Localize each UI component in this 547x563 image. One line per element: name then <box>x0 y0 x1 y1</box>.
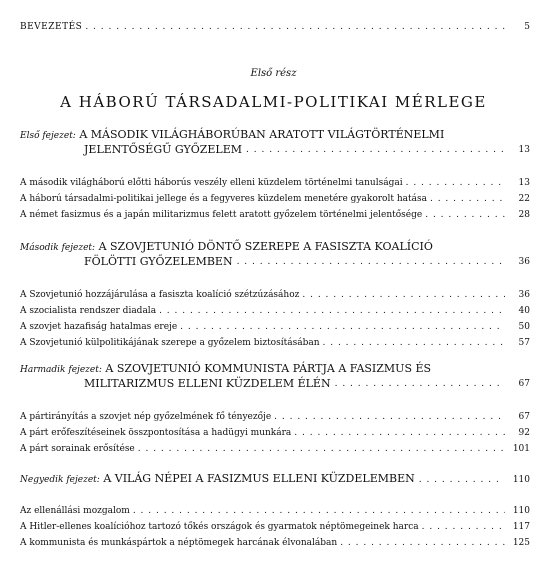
entry-text: A szovjet hazafiság hatalmas ereje <box>20 322 178 332</box>
entry-page: 92 <box>518 428 530 438</box>
toc-entry[interactable] <box>20 338 530 349</box>
chapter-heading-4[interactable] <box>20 472 530 487</box>
entry-text: A Szovjetunió külpolitikájának szerepe a győzelem biztosításában <box>20 338 320 348</box>
entry-page: 117 <box>512 522 530 532</box>
toc-entry[interactable] <box>20 538 530 549</box>
entry-text: A párt sorainak erősítése <box>20 444 135 454</box>
toc-entry[interactable] <box>20 506 530 517</box>
entry-page: 28 <box>518 210 530 220</box>
chapter-page: 13 <box>518 145 530 155</box>
toc-entry[interactable] <box>20 444 530 455</box>
leader-dots <box>180 322 505 333</box>
chapter-label: Első fejezet: <box>20 131 76 141</box>
toc-entry[interactable] <box>20 194 530 205</box>
entry-page: 125 <box>512 538 530 548</box>
entry-page: 57 <box>518 338 530 348</box>
leader-dots <box>159 306 505 317</box>
leader-dots <box>85 22 505 33</box>
entry-page: 110 <box>512 506 530 516</box>
toc-entry[interactable] <box>20 178 530 189</box>
chapter-page: 67 <box>518 379 530 389</box>
entry-text: A pártirányítás a szovjet nép győzelmének fő tényezője <box>20 412 272 422</box>
leader-dots <box>430 194 505 205</box>
chapter-heading-1[interactable] <box>20 128 530 157</box>
chapter-title-line1: A VILÁG NÉPEI A FASIZMUS ELLENI KÜZDELEMBEN <box>103 472 415 485</box>
leader-dots <box>302 290 505 301</box>
entry-page: 13 <box>518 178 530 188</box>
toc-entry[interactable] <box>20 412 530 423</box>
chapter-label: Negyedik fejezet: <box>20 475 100 485</box>
leader-dots <box>274 412 505 423</box>
leader-dots <box>138 444 505 455</box>
leader-dots <box>419 473 504 487</box>
leader-dots <box>422 522 505 533</box>
entry-text: A Hitler-ellenes koalícióhoz tartozó tőkés országok és gyarmatok néptömegeinek harca <box>20 522 419 532</box>
part-label: Első rész <box>250 68 297 79</box>
chapter-title-line1: A SZOVJETUNIÓ DÖNTŐ SZEREPE A FASISZTA KOALÍCIÓ <box>98 240 433 253</box>
entry-text: A Szovjetunió hozzájárulása a fasiszta koalíció szétzúzásához <box>20 290 300 300</box>
leader-dots <box>294 428 505 439</box>
toc-entry-intro[interactable] <box>20 22 530 33</box>
leader-dots <box>246 143 504 157</box>
entry-page: 36 <box>518 290 530 300</box>
entry-text: A német fasizmus és a japán militarizmus felett aratott győzelem történelmi jelentősége <box>20 210 423 220</box>
entry-text: A párt erőfeszítéseinek összpontosítása a hadügyi munkára <box>20 428 292 438</box>
entry-page: 67 <box>518 412 530 422</box>
leader-dots <box>406 178 505 189</box>
toc-entry[interactable] <box>20 306 530 317</box>
entry-page: 40 <box>518 306 530 316</box>
entry-page: 22 <box>518 194 530 204</box>
chapter-label: Harmadik fejezet: <box>20 365 102 375</box>
toc-entry[interactable] <box>20 290 530 301</box>
chapter-title-line2: JELENTŐSÉGŰ GYŐZELEM <box>84 143 243 156</box>
part-title: A HÁBORÚ TÁRSADALMI-POLITIKAI MÉRLEGE <box>60 93 487 111</box>
entry-page: 101 <box>512 444 530 454</box>
chapter-heading-2[interactable] <box>20 240 530 269</box>
toc-entry[interactable] <box>20 322 530 333</box>
toc-entry[interactable] <box>20 522 530 533</box>
entry-text: A kommunista és munkáspártok a néptömegek harcának élvonalában <box>20 538 338 548</box>
toc-entry[interactable] <box>20 210 530 221</box>
chapter-label: Második fejezet: <box>20 243 96 253</box>
chapter-page: 110 <box>512 475 530 485</box>
leader-dots <box>340 538 505 549</box>
chapter-title-line1: A SZOVJETUNIÓ KOMMUNISTA PÁRTJA A FASIZMUS ÉS <box>105 362 432 375</box>
chapter-page: 36 <box>518 257 530 267</box>
entry-text: A háború társadalmi-politikai jellege és a fegyveres küzdelem menetére gyakorolt hatása <box>20 194 427 204</box>
entry-text: A szocialista rendszer diadala <box>20 306 157 316</box>
leader-dots <box>425 210 505 221</box>
chapter-title-line2: MILITARIZMUS ELLENI KÜZDELEM ÉLÉN <box>84 377 331 390</box>
toc-entry[interactable] <box>20 428 530 439</box>
leader-dots <box>133 506 505 517</box>
entry-page: 5 <box>524 22 530 32</box>
entry-page: 50 <box>518 322 530 332</box>
chapter-title-line1: A MÁSODIK VILÁGHÁBORÚBAN ARATOTT VILÁGTÖRTÉNELMI <box>79 128 445 141</box>
leader-dots <box>335 377 504 391</box>
chapter-heading-3[interactable] <box>20 362 530 391</box>
leader-dots <box>323 338 506 349</box>
entry-text: Az ellenállási mozgalom <box>20 506 130 516</box>
entry-text: A második világháború előtti háborús veszély elleni küzdelem történelmi tanulságai <box>20 178 403 188</box>
chapter-title-line2: FÖLÖTTI GYŐZELEMBEN <box>84 255 233 268</box>
entry-title: BEVEZETÉS <box>20 22 83 32</box>
leader-dots <box>237 255 504 269</box>
